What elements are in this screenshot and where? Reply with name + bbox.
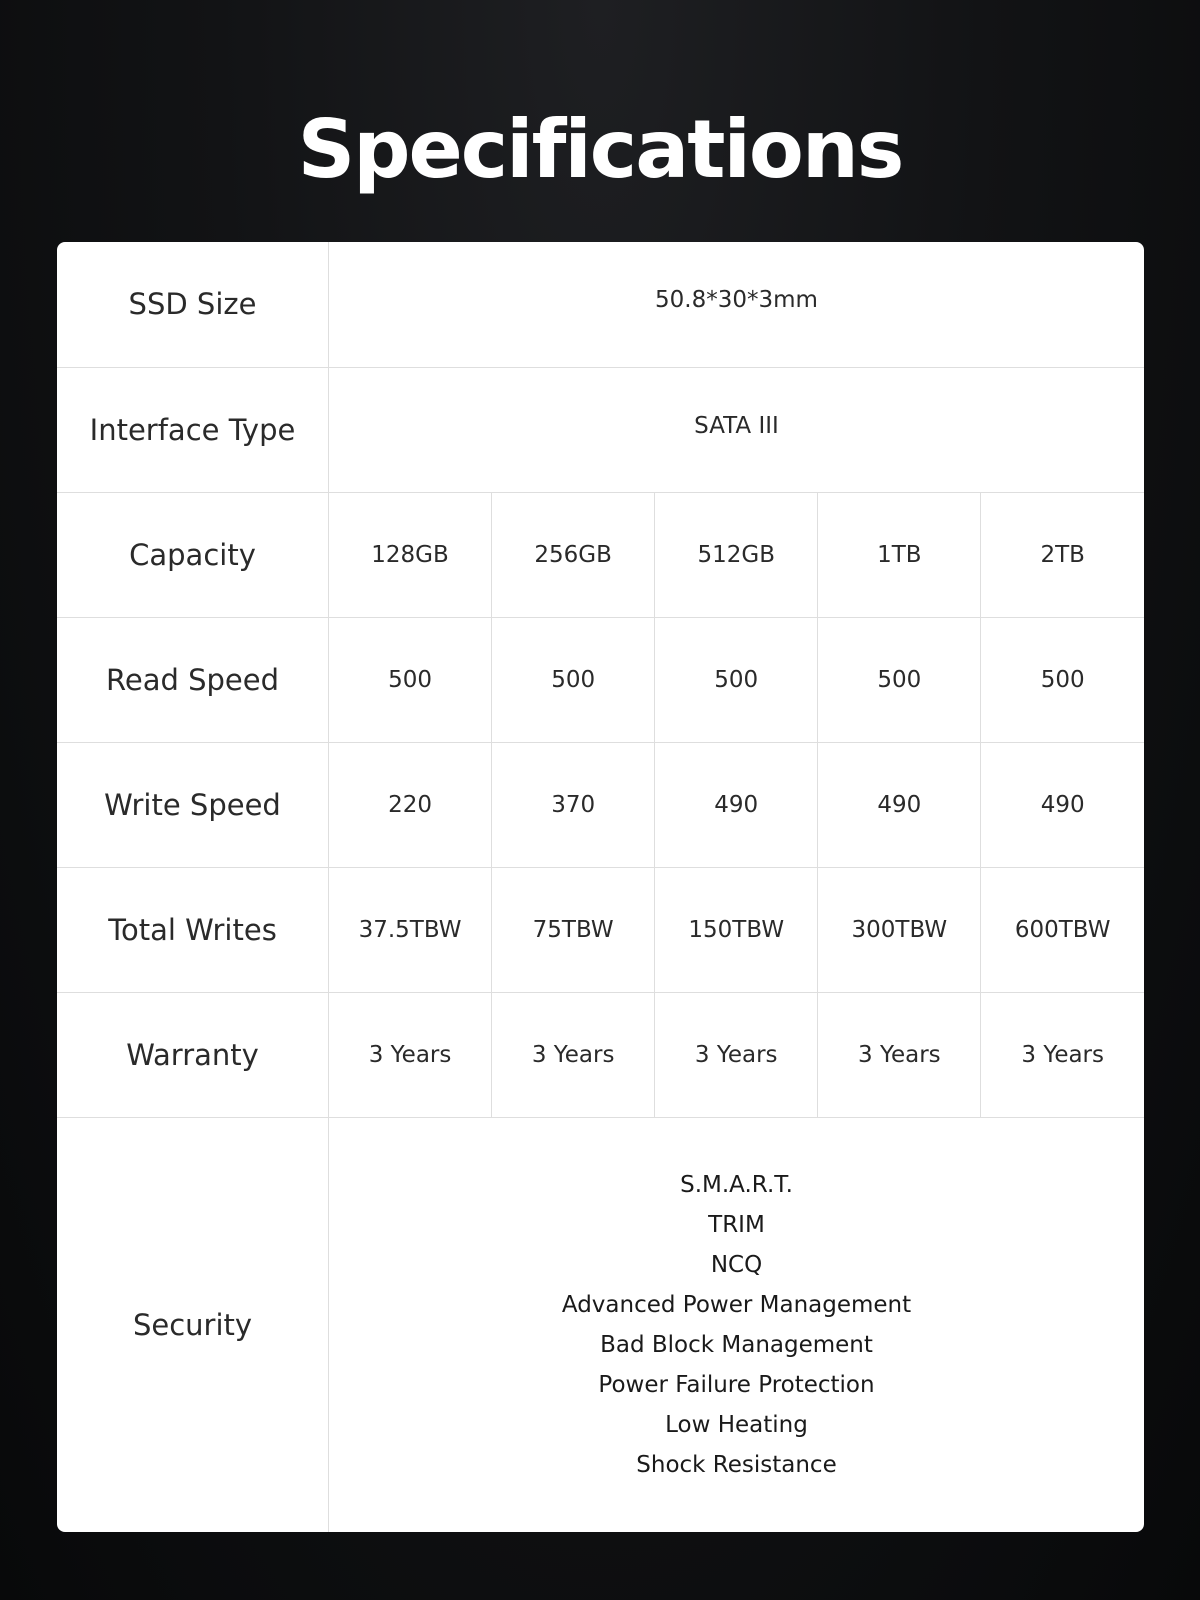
table-row-ssd-size (57, 242, 1144, 367)
table-row-total-writes (57, 867, 1144, 992)
security-feature: Advanced Power Management (561, 1291, 912, 1318)
total-writes-cell: 75TBW (492, 867, 655, 992)
interface-type-value: SATA III (329, 367, 1145, 492)
read-speed-cell: 500 (818, 617, 981, 742)
capacity-cell: 256GB (492, 492, 655, 617)
table-row-capacity (57, 492, 1144, 617)
row-label-security: Security (57, 1117, 329, 1532)
row-label-warranty: Warranty (57, 992, 329, 1117)
warranty-cell: 3 Years (329, 992, 492, 1117)
row-label-read-speed: Read Speed (57, 617, 329, 742)
specifications-card (57, 242, 1144, 1532)
specifications-table (57, 242, 1144, 1532)
table-row-security (57, 1117, 1144, 1532)
read-speed-cell: 500 (981, 617, 1144, 742)
row-label-ssd-size: SSD Size (57, 242, 329, 367)
row-label-write-speed: Write Speed (57, 742, 329, 867)
security-feature: Power Failure Protection (598, 1371, 875, 1398)
read-speed-cell: 500 (492, 617, 655, 742)
row-label-interface-type: Interface Type (57, 367, 329, 492)
warranty-cell: 3 Years (492, 992, 655, 1117)
total-writes-cell: 600TBW (981, 867, 1144, 992)
capacity-cell: 512GB (655, 492, 818, 617)
security-feature: Bad Block Management (600, 1331, 873, 1358)
capacity-cell: 2TB (981, 492, 1144, 617)
ssd-size-value: 50.8*30*3mm (329, 242, 1145, 367)
capacity-cell: 128GB (329, 492, 492, 617)
table-row-interface-type (57, 367, 1144, 492)
security-features-cell (329, 1117, 1145, 1532)
security-feature: S.M.A.R.T. (680, 1171, 793, 1198)
capacity-cell: 1TB (818, 492, 981, 617)
total-writes-cell: 37.5TBW (329, 867, 492, 992)
read-speed-cell: 500 (655, 617, 818, 742)
page-title: Specifications (297, 103, 903, 196)
security-feature: NCQ (710, 1251, 763, 1278)
total-writes-cell: 300TBW (818, 867, 981, 992)
table-row-write-speed (57, 742, 1144, 867)
write-speed-cell: 220 (329, 742, 492, 867)
write-speed-cell: 490 (655, 742, 818, 867)
security-feature-list (329, 1165, 1144, 1485)
warranty-cell: 3 Years (981, 992, 1144, 1117)
security-feature: Shock Resistance (636, 1451, 837, 1478)
row-label-capacity: Capacity (57, 492, 329, 617)
total-writes-cell: 150TBW (655, 867, 818, 992)
security-feature: Low Heating (665, 1411, 808, 1438)
table-row-warranty (57, 992, 1144, 1117)
row-label-total-writes: Total Writes (57, 867, 329, 992)
table-row-read-speed (57, 617, 1144, 742)
write-speed-cell: 490 (818, 742, 981, 867)
read-speed-cell: 500 (329, 617, 492, 742)
security-feature: TRIM (708, 1211, 765, 1238)
write-speed-cell: 490 (981, 742, 1144, 867)
warranty-cell: 3 Years (818, 992, 981, 1117)
write-speed-cell: 370 (492, 742, 655, 867)
warranty-cell: 3 Years (655, 992, 818, 1117)
